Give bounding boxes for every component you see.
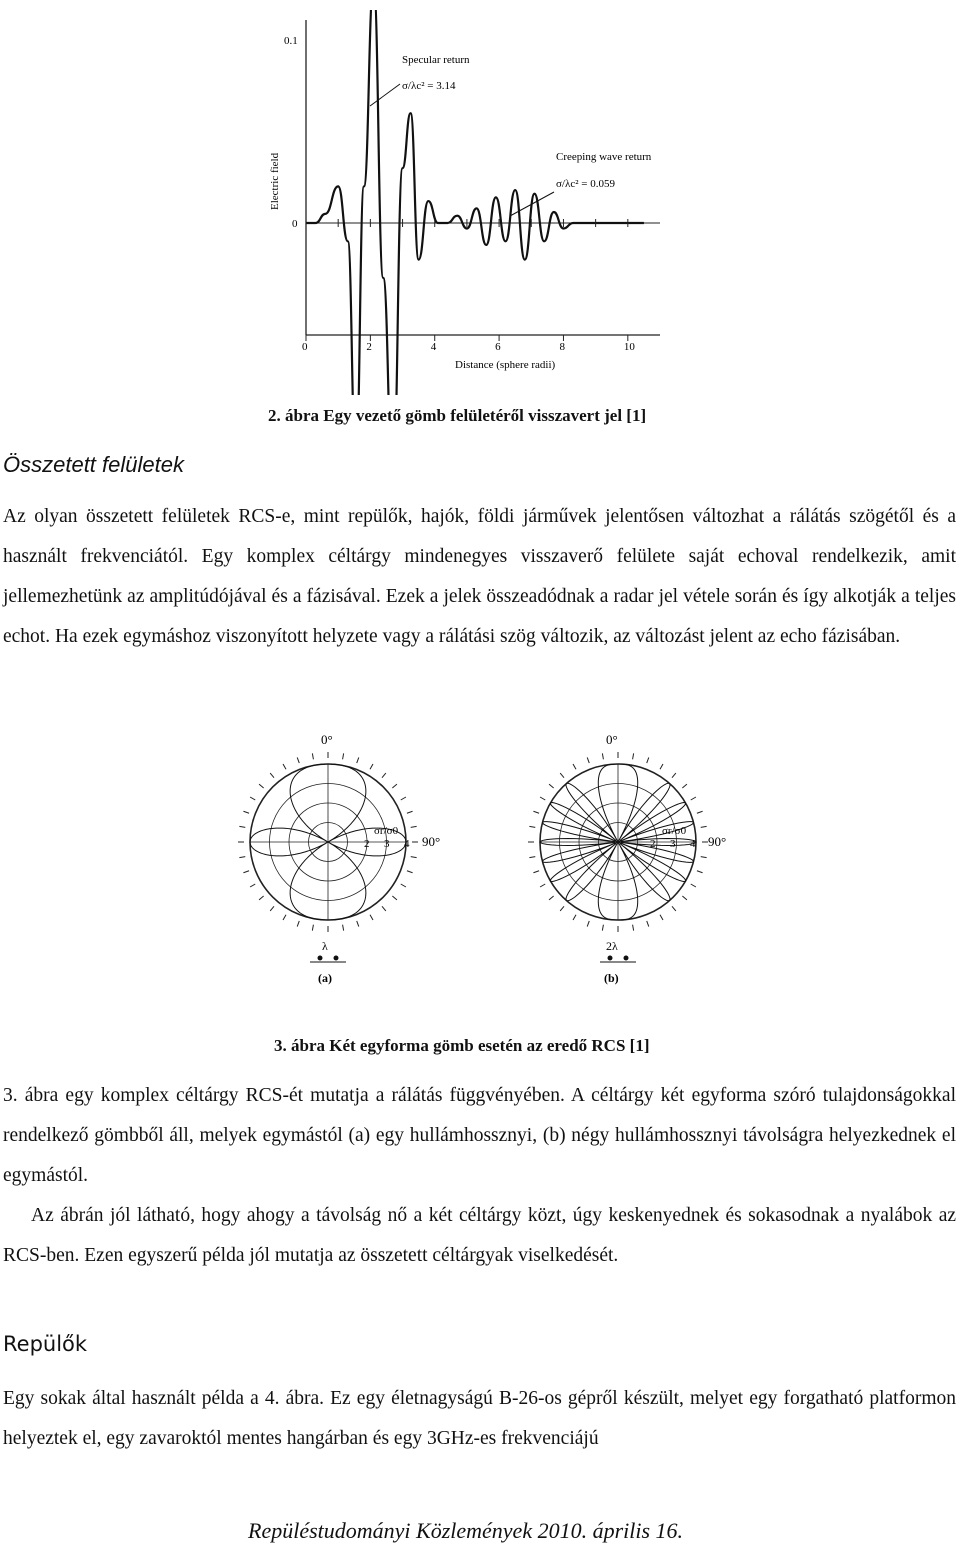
polar-tick (660, 764, 663, 769)
annotation-specular-value: σ/λc² = 3.14 (402, 80, 456, 92)
figure3-caption: 3. ábra Két egyforma gömb esetén az eredő RCS [1] (274, 1036, 650, 1055)
electric-field-chart (240, 10, 740, 395)
polar-tick (407, 811, 413, 813)
polar-tick (270, 906, 274, 911)
polar-tick (283, 915, 286, 920)
polar-rcs-figure (226, 718, 756, 990)
polar-tick (682, 896, 687, 900)
polar-tick (382, 906, 386, 911)
polar-a-scale-tick-2: 2 (364, 838, 370, 850)
sphere-marker (318, 956, 323, 961)
polar-tick (401, 884, 406, 887)
polar-a-right-label: 90° (422, 834, 441, 849)
polar-tick (672, 773, 676, 778)
polar-tick (259, 784, 264, 788)
polar-tick (392, 784, 397, 788)
y-axis-label: Electric field (269, 152, 281, 210)
polar-tick (239, 826, 245, 827)
polar-tick (672, 906, 676, 911)
polar-tick (297, 757, 299, 763)
polar-tick (239, 857, 245, 858)
polar-tick (560, 906, 564, 911)
x-tick-label: 10 (623, 341, 635, 353)
polar-tick (540, 797, 545, 800)
page-footer: Repüléstudományi Közlemények 2010. április 16. (248, 1518, 684, 1543)
polar-tick (647, 757, 649, 763)
polar-tick (370, 764, 373, 769)
polar-tick (370, 915, 373, 920)
polar-tick (411, 857, 417, 858)
polar-a-top-label: 0° (321, 732, 333, 747)
polar-tick (243, 811, 249, 813)
y-tick-0: 0 (292, 218, 298, 230)
annotation-specular-arrow (370, 84, 400, 106)
polar-tick (549, 896, 554, 900)
x-axis-label: Distance (sphere radii) (455, 359, 556, 371)
polar-tick (250, 797, 255, 800)
polar-tick (270, 773, 274, 778)
polar-b-scale-tick-3: 3 (670, 838, 676, 850)
polar-tick (660, 915, 663, 920)
annotation-creeping-value: σ/λc² = 0.059 (556, 178, 615, 190)
polar-a-scale-tick-3: 3 (384, 838, 390, 850)
polar-b-top-label: 0° (606, 732, 618, 747)
polar-tick (312, 753, 313, 759)
polar-tick (701, 826, 707, 827)
polar-a-scale-tick-4: 4 (404, 838, 410, 850)
paragraph-aircraft: Egy sokak által használt példa a 4. ábra. Ez egy életnagyságú B-26-os gépről készült, melyet egy forgatható platformon helyeztek el, egy zavaroktól mentes hangárban és egy 3GHz-es frekvenciájú (3, 1388, 956, 1449)
figure2-caption: 2. ábra Egy vezető gömb felületéről visszavert jel [1] (268, 406, 647, 425)
wave-line (306, 10, 644, 395)
polar-tick (529, 826, 535, 827)
polar-tick (697, 811, 703, 813)
polar-b-scale-tick-4: 4 (690, 838, 696, 850)
polar-a-spacing-label: λ (322, 939, 328, 953)
polar-tick (540, 884, 545, 887)
annotation-creeping: Creeping wave return (556, 151, 652, 163)
polar-tick (533, 871, 539, 873)
polar-diagram-b (528, 752, 708, 962)
polar-tick (529, 857, 535, 858)
polar-b-right-label: 90° (708, 834, 727, 849)
x-tick-label: 4 (430, 341, 437, 353)
polar-tick (297, 921, 299, 927)
polar-a-panel-label: (a) (318, 971, 332, 985)
polar-tick (312, 925, 313, 931)
polar-diagram-a (238, 752, 418, 962)
polar-tick (573, 915, 576, 920)
polar-tick (691, 797, 696, 800)
polar-b-scale-tick-2: 2 (650, 838, 656, 850)
paragraph-beams: Az ábrán jól látható, hogy ahogy a távolság nő a két céltárgy közt, úgy keskenyednek és sokasodnak a nyalábok az RCS-ben. Ezen egyszerű példa jól mutatja az összetett céltárgyak viselkedését. (3, 1205, 956, 1266)
polar-tick (697, 871, 703, 873)
polar-tick (682, 784, 687, 788)
x-tick-label: 2 (366, 341, 372, 353)
polar-tick (343, 925, 344, 931)
polar-tick (633, 753, 634, 759)
polar-tick (392, 896, 397, 900)
section-heading-aircraft: Repülők (3, 1332, 88, 1356)
polar-tick (587, 757, 589, 763)
polar-tick (602, 753, 603, 759)
section-heading-composite: Összetett felületek (3, 452, 184, 477)
x-tick-label: 8 (559, 341, 565, 353)
polar-tick (647, 921, 649, 927)
polar-tick (602, 925, 603, 931)
sphere-marker (608, 956, 613, 961)
polar-tick (250, 884, 255, 887)
polar-tick (357, 757, 359, 763)
sphere-marker (624, 956, 629, 961)
polar-tick (407, 871, 413, 873)
polar-tick (560, 773, 564, 778)
polar-tick (633, 925, 634, 931)
paragraph-composite: Az olyan összetett felületek RCS-e, mint repülők, hajók, földi járművek jelentősen változhat a rálátás szögétől és a használt frekvenciától. Egy komplex céltárgy mindenegyes visszaverő felülete saját echoval rendelkezik, amit jellemezhetünk az amplitúdójával és a fázisával. Ezek a jelek összeadódnak a radar jel vétele során és így alkotják a teljes echot. Ha ezek egymáshoz viszonyított helyzete vagy a rálátási szög változik, az változást jelent az echo fázisában. (3, 506, 956, 647)
polar-tick (243, 871, 249, 873)
x-tick-label: 6 (495, 341, 501, 353)
sphere-marker (334, 956, 339, 961)
polar-tick (533, 811, 539, 813)
y-tick-0.1: 0.1 (284, 35, 298, 47)
polar-tick (573, 764, 576, 769)
polar-b-panel-label: (b) (604, 971, 619, 985)
polar-tick (587, 921, 589, 927)
polar-tick (549, 784, 554, 788)
polar-tick (701, 857, 707, 858)
polar-tick (411, 826, 417, 827)
polar-tick (382, 773, 386, 778)
polar-a-scale-label: σr/σ0 (374, 825, 399, 837)
polar-tick (691, 884, 696, 887)
polar-b-spacing-label: 2λ (606, 939, 618, 953)
polar-tick (259, 896, 264, 900)
paragraph-figure3-description: 3. ábra egy komplex céltárgy RCS-ét mutatja a rálátás függvényében. A céltárgy két egyforma szóró tulajdonságokkal rendelkező gömbből áll, melyek egymástól (a) egy hullámhossznyi, (b) négy hullámhossznyi távolságra helyezkednek el egymástól. (3, 1085, 956, 1186)
x-tick-label: 0 (302, 341, 308, 353)
polar-tick (283, 764, 286, 769)
polar-tick (343, 753, 344, 759)
polar-b-scale-label: σr/σ0 (662, 825, 687, 837)
polar-tick (401, 797, 406, 800)
annotation-specular: Specular return (402, 54, 470, 66)
polar-tick (357, 921, 359, 927)
